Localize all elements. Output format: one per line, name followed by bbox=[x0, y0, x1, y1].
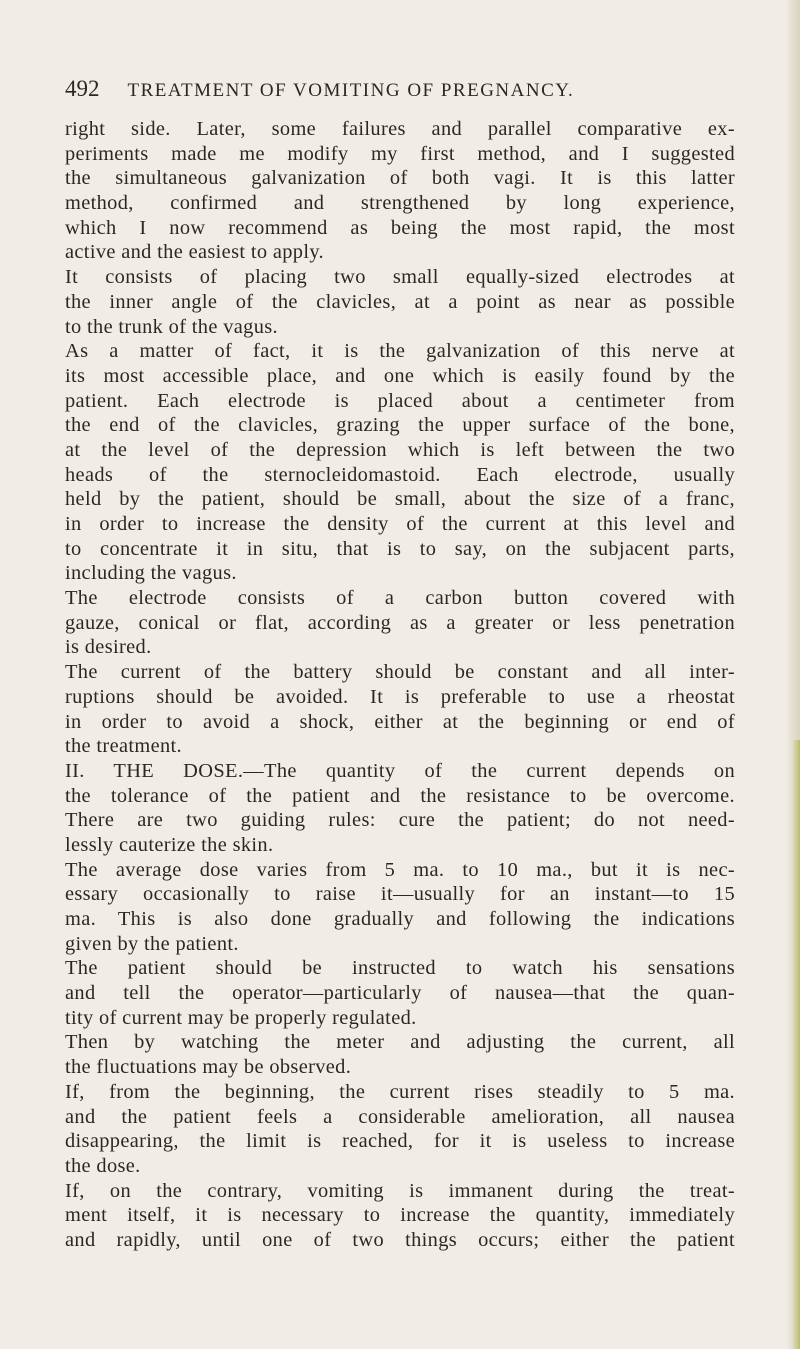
text-line: Then by watching the meter and adjusting the current, all bbox=[65, 1031, 735, 1054]
text-line: to concentrate it in situ, that is to say, on the subjacent parts, bbox=[65, 537, 735, 560]
text-line: It consists of placing two small equally-sized electrodes at bbox=[65, 266, 735, 289]
page-header bbox=[65, 76, 725, 106]
text-line: the inner angle of the clavicles, at a point as near as possible bbox=[65, 290, 735, 313]
text-line: The patient should be instructed to watch his sensations bbox=[65, 957, 735, 980]
text-line: at the level of the depression which is left between the two bbox=[65, 438, 735, 461]
text-line: method, confirmed and strengthened by long experience, bbox=[65, 192, 735, 215]
text-line: II. THE DOSE.—The quantity of the current depends on bbox=[65, 759, 735, 782]
text-line: If, from the beginning, the current rises steadily to 5 ma. bbox=[65, 1080, 735, 1103]
text-line: patient. Each electrode is placed about a centimeter from bbox=[65, 389, 735, 412]
text-line: the fluctuations may be observed. bbox=[65, 1056, 352, 1079]
text-line: As a matter of fact, it is the galvanization of this nerve at bbox=[65, 340, 735, 363]
page-edge-shadow bbox=[786, 0, 800, 1349]
text-line: ma. This is also done gradually and following the indications bbox=[65, 908, 735, 930]
text-line: essary occasionally to raise it—usually for an instant—to 15 bbox=[65, 883, 735, 906]
running-head: TREATMENT OF VOMITING OF PREGNANCY. bbox=[127, 80, 575, 101]
page-number: 492 bbox=[65, 76, 100, 101]
body-text bbox=[65, 117, 735, 1253]
text-line: The average dose varies from 5 ma. to 10 ma., but it is nec- bbox=[65, 858, 735, 881]
text-line: ment itself, it is necessary to increase the quantity, immediately bbox=[65, 1204, 735, 1227]
text-line: right side. Later, some failures and parallel comparative ex- bbox=[65, 118, 735, 140]
text-line: the dose. bbox=[65, 1154, 141, 1177]
text-line: tity of current may be properly regulated. bbox=[65, 1006, 417, 1029]
text-line: ruptions should be avoided. It is preferable to use a rheostat bbox=[65, 685, 735, 708]
text-line: its most accessible place, and one which is easily found by the bbox=[65, 364, 735, 387]
text-line: the simultaneous galvanization of both vagi. It is this latter bbox=[65, 167, 735, 190]
text-line: and rapidly, until one of two things occurs; either the patient bbox=[65, 1228, 735, 1251]
text-line: the end of the clavicles, grazing the upper surface of the bone, bbox=[65, 414, 735, 437]
text-line: given by the patient. bbox=[65, 932, 239, 955]
text-line: which I now recommend as being the most rapid, the most bbox=[65, 216, 735, 239]
text-line: gauze, conical or flat, according as a greater or less penetration bbox=[65, 611, 735, 634]
text-line: There are two guiding rules: cure the patient; do not need- bbox=[65, 809, 735, 832]
text-line: the treatment. bbox=[65, 735, 182, 758]
text-line: held by the patient, should be small, about the size of a franc, bbox=[65, 488, 735, 511]
text-line: the tolerance of the patient and the resistance to be overcome. bbox=[65, 784, 735, 807]
text-line: and the patient feels a considerable amelioration, all nausea bbox=[65, 1105, 735, 1128]
text-line: active and the easiest to apply. bbox=[65, 241, 325, 264]
text-line: periments made me modify my first method, and I suggested bbox=[65, 142, 735, 165]
text-line: and tell the operator—particularly of nausea—that the quan- bbox=[65, 982, 735, 1005]
text-line: disappearing, the limit is reached, for it is useless to increase bbox=[65, 1130, 735, 1153]
text-line: lessly cauterize the skin. bbox=[65, 833, 274, 856]
text-line: in order to avoid a shock, either at the beginning or end of bbox=[65, 710, 735, 733]
text-line: to the trunk of the vagus. bbox=[65, 315, 278, 338]
text-line: heads of the sternocleidomastoid. Each electrode, usually bbox=[65, 463, 735, 486]
text-line: is desired. bbox=[65, 636, 152, 659]
text-line: If, on the contrary, vomiting is immanent during the treat- bbox=[65, 1179, 735, 1202]
text-line: in order to increase the density of the current at this level and bbox=[65, 513, 735, 535]
text-line: The electrode consists of a carbon button covered with bbox=[65, 587, 735, 610]
text-line: The current of the battery should be constant and all inter- bbox=[65, 661, 735, 684]
text-line: including the vagus. bbox=[65, 562, 237, 585]
